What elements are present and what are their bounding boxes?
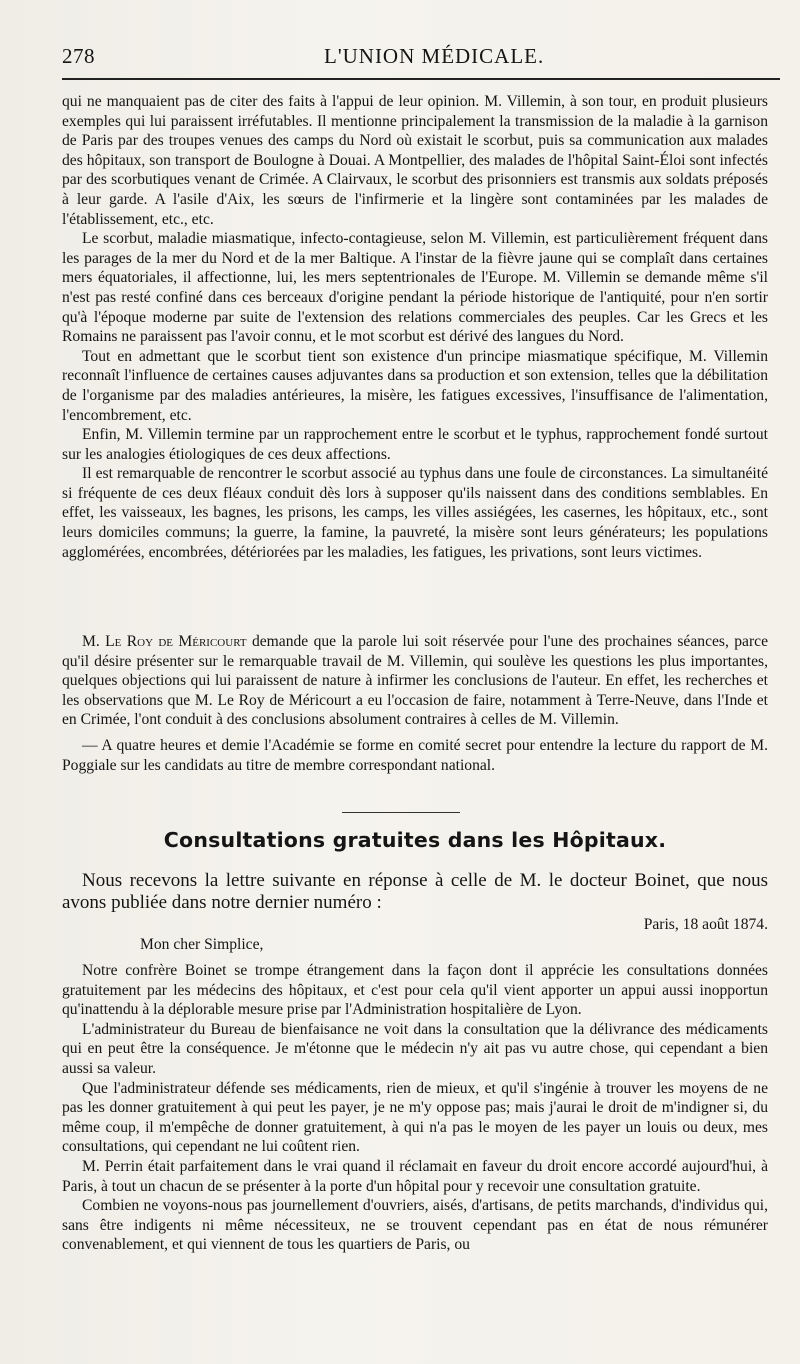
paragraph: Il est remarquable de rencontrer le scorbut associé au typhus dans une foule de circonstances. La simultanéité si fréquente de ces deux fléaux conduit dès lors à supposer qu'ils naissent dans des conditions semblables. En effet, les vaisseaux, les bagnes, les prisons, les camps, les villes assiégées, les casernes, les hôpitaux, etc., sont leurs domiciles communs; la guerre, la famine, la pauvreté, la misère sont leurs générateurs; les populations agglomérées, encombrées, détériorées par les maladies, les fatigues, les privations, sont leurs victimes. <box>62 465 768 561</box>
running-title: L'UNION MÉDICALE. <box>324 44 545 68</box>
letter-salutation: Mon cher Simplice, <box>140 936 264 953</box>
paragraph: qui ne manquaient pas de citer des faits à l'appui de leur opinion. M. Villemin, à son tour, en produit plusieurs exemples qui lui paraissent irréfutables. Il mentionne principalement la transmission de la maladie à la garnison de Paris par des troupes venues des camps du Nord où existait le scorbut, puis sa communication aux malades des hôpitaux, son transport de Boulogne à Douai. A Montpellier, des malades de l'hôpital Saint-Éloi sont infectés par des scorbutiques venant de Crimée. A Clairvaux, le scorbut des prisonniers est transmis aux soldats préposés à leur garde. A l'asile d'Aix, les sœurs de l'infirmerie et la lingère sont contaminées par les malades de l'établissement, etc., etc. <box>62 93 768 228</box>
paragraph: M. Perrin était parfaitement dans le vrai quand il réclamait en faveur du droit encore accordé aujourd'hui, à Paris, à tout un chacun de se présenter à la porte d'un hôpital pour y recevoir une consultation gratuite. <box>62 1157 768 1195</box>
section-title: Consultations gratuites dans les Hôpitaux. <box>163 828 667 852</box>
paragraph-le-roy: M. Le Roy de Méricourt demande que la parole lui soit réservée pour l'une des prochaines séances, parce qu'il désire présenter sur le remarquable travail de M. Villemin, qui soulève les questions les plus importantes, quelques objections qui lui paraissent de nature à infirmer les conclusions de l'auteur. En effet, les recherches et les observations que M. Le Roy de Méricourt a eu l'occasion de faire, notamment à Terre-Neuve, dans l'Inde et en Crimée, l'ont conduit à des conclusions absolument contraires à celles de M. Villemin. <box>62 633 768 729</box>
paragraph: Notre confrère Boinet se trompe étrangement dans la façon dont il apprécie les consultations données gratuitement par les médecins des hôpitaux, et c'est pour cela qu'il vient apporter un appui aussi inopportun qu'inattendu à la déplorable mesure prise par l'Administration hospitalière de Lyon. <box>62 962 768 1019</box>
paragraph: Le scorbut, maladie miasmatique, infecto-contagieuse, selon M. Villemin, est particulièrement fréquent dans les parages de la mer du Nord et de la mer Baltique. A l'instar de la fièvre jaune qui se complaît dans certaines mers équatoriales, il affectionne, lui, les mers septentrionales de l'Europe. M. Villemin se demande même s'il n'est pas resté confiné dans ces berceaux d'origine pendant la période historique de l'antiquité, pour n'en sortir qu'à l'époque moderne par suite de l'extension des relations commerciales des peuples. Car les Grecs et les Romains ne paraissent pas l'avoir connu, et le mot scorbut est dérivé des langues du Nord. <box>62 230 768 346</box>
paragraph: Tout en admettant que le scorbut tient son existence d'un principe miasmatique spécifique, M. Villemin reconnaît l'influence de certaines causes adjuvantes dans sa production et son extension, telles que la débilitation de l'organisme par des maladies antérieures, la misère, les fatigues excessives, l'insuffisance de l'alimentation, l'encombrement, etc. <box>62 347 768 424</box>
paragraph: Enfin, M. Villemin termine par un rapprochement entre le scorbut et le typhus, rapprochement fondé surtout sur les analogies étiologiques de ces deux affections. <box>62 426 768 463</box>
letter-dateline: Paris, 18 août 1874. <box>643 916 768 933</box>
letter-body <box>62 961 768 1255</box>
section-lead: Nous recevons la lettre suivante en réponse à celle de M. le docteur Boinet, que nous avons publiée dans notre dernier numéro : <box>62 870 768 913</box>
article-continuation <box>62 92 768 562</box>
paragraph: L'administrateur du Bureau de bienfaisance ne voit dans la consultation que la délivrance des médicaments qui en peut être la conséquence. Je m'étonne que le médecin n'y ait pas vu autre chose, qui cependant a bien aussi sa valeur. <box>62 1020 768 1077</box>
page-number: 278 <box>62 44 95 68</box>
section-divider <box>342 812 460 813</box>
header-rule <box>62 78 780 80</box>
page-header <box>62 44 782 74</box>
paragraph: Combien ne voyons-nous pas journellement d'ouvriers, aisés, d'artisans, de petits marchands, d'individus qui, sans être indigents ni même nécessiteux, ne se trouvent cependant pas en état de nous rémunérer convenablement, et qui viennent de tous les quartiers de Paris, ou <box>62 1197 768 1254</box>
paragraph: Que l'administrateur défende ses médicaments, rien de mieux, et qu'il s'ingénie à trouver les moyens de ne pas les donner gratuitement à qui peut les payer, je ne m'y oppose pas; mais j'aurai le droit de m'indigner si, du même coup, il m'empêche de donner gratuitement, à qui n'a pas le moyen de les payer un louis ou deux, mes consultations, qui cependant ne lui coûtent rien. <box>62 1079 768 1156</box>
paragraph-comite-secret: — A quatre heures et demie l'Académie se forme en comité secret pour entendre la lecture du rapport de M. Poggiale sur les candidats au titre de membre correspondant national. <box>62 736 768 774</box>
speaker-name: Le Roy de Méricourt <box>105 633 247 650</box>
academy-notes <box>62 632 768 775</box>
